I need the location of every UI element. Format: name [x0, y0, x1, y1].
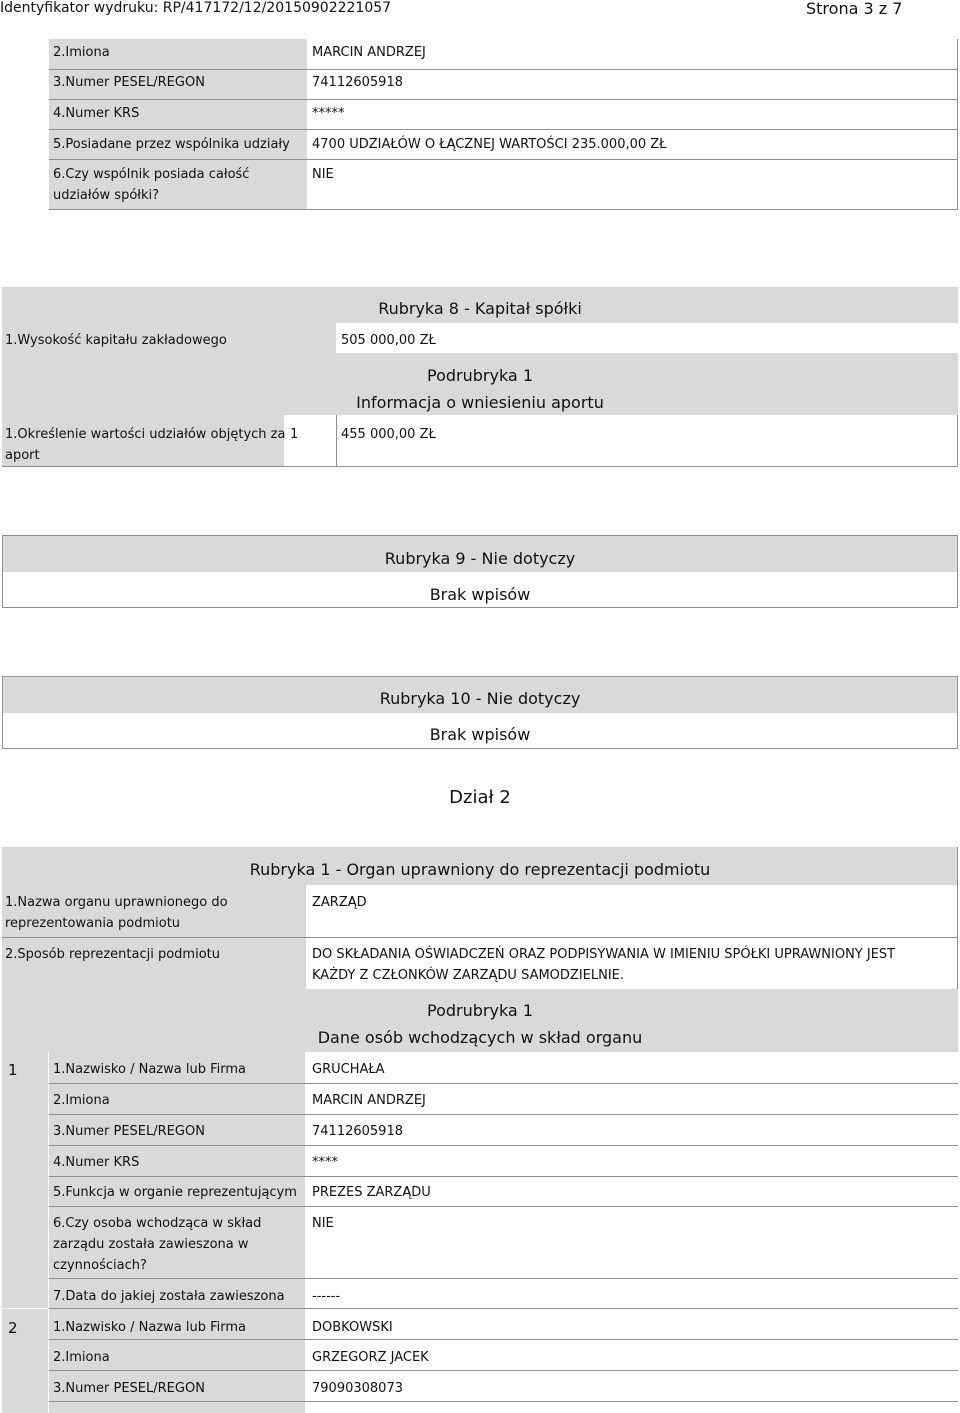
aport-value: 455 000,00 ZŁ [341, 427, 436, 442]
organ-name-label-line1: 1.Nazwa organu uprawnionego do [5, 895, 228, 910]
person-1-suspended-label-line2: zarządu została zawieszona w [53, 1237, 249, 1252]
partner-imiona-value: MARCIN ANDRZEJ [312, 45, 426, 60]
partner-udzialy-label: 5.Posiadane przez wspólnika udziały [53, 137, 290, 152]
person-2-surname-label: 1.Nazwisko / Nazwa lub Firma [53, 1320, 246, 1335]
person-1-pesel-label: 3.Numer PESEL/REGON [53, 1124, 205, 1139]
person-2-surname: DOBKOWSKI [312, 1320, 393, 1335]
aport-label-line1: 1.Określenie wartości udziałów objętych za [5, 427, 286, 442]
person-1-names-label: 2.Imiona [53, 1093, 110, 1108]
person-1-surname-label: 1.Nazwisko / Nazwa lub Firma [53, 1062, 246, 1077]
rubryka-10-empty: Brak wpisów [429, 725, 531, 744]
person-1-index: 1 [8, 1061, 18, 1079]
person-1-pesel: 74112605918 [312, 1124, 403, 1139]
aport-index: 1 [290, 427, 299, 442]
person-1-suspension-date-label: 7.Data do jakiej została zawieszona [53, 1289, 285, 1304]
person-2-pesel: 79090308073 [312, 1381, 403, 1396]
person-1-suspended-label-line1: 6.Czy osoba wchodząca w skład [53, 1216, 262, 1231]
rubryka-9-title: Rubryka 9 - Nie dotyczy [384, 549, 576, 568]
person-2-names-label: 2.Imiona [53, 1350, 110, 1365]
person-2-names: GRZEGORZ JACEK [312, 1350, 429, 1365]
podrubryka-aport-title: Podrubryka 1 [427, 366, 533, 385]
partner-calosc-label-line1: 6.Czy wspólnik posiada całość [53, 167, 250, 182]
person-2-pesel-label: 3.Numer PESEL/REGON [53, 1381, 205, 1396]
person-2-index: 2 [8, 1319, 18, 1337]
representation-method-value-line1: DO SKŁADANIA OŚWIADCZEŃ ORAZ PODPISYWANIA W IMIENIU SPÓŁKI UPRAWNIONY JEST [312, 947, 896, 962]
person-1-suspended: NIE [312, 1216, 334, 1231]
page-number: Strona 3 z 7 [806, 0, 903, 18]
rubryka-8-title: Rubryka 8 - Kapitał spółki [378, 299, 582, 318]
representation-method-label: 2.Sposób reprezentacji podmiotu [5, 947, 220, 962]
rubryka-1-title: Rubryka 1 - Organ uprawniony do reprezentacji podmiotu [249, 860, 711, 879]
person-1-names: MARCIN ANDRZEJ [312, 1093, 426, 1108]
capital-label: 1.Wysokość kapitału zakładowego [5, 333, 227, 348]
person-1-krs: **** [312, 1155, 338, 1170]
representation-method-value-line2: KAŻDY Z CZŁONKÓW ZARZĄDU SAMODZIELNIE. [312, 968, 625, 983]
print-identifier: Identyfikator wydruku: RP/417172/12/20150902221057 [0, 0, 392, 16]
person-1-krs-label: 4.Numer KRS [53, 1155, 140, 1170]
podrubryka-persons-title: Podrubryka 1 [427, 1001, 533, 1020]
rubryka-9-empty: Brak wpisów [429, 585, 531, 604]
person-1-suspension-date: ------ [312, 1289, 341, 1304]
partner-pesel-value: 74112605918 [312, 75, 403, 90]
partner-calosc-label-line2: udziałów spółki? [53, 188, 160, 203]
person-1-function: PREZES ZARZĄDU [312, 1185, 431, 1200]
person-1-surname: GRUCHAŁA [312, 1062, 385, 1077]
partner-imiona-label: 2.Imiona [53, 45, 110, 60]
person-1-function-label: 5.Funkcja w organie reprezentującym [53, 1185, 297, 1200]
rubryka-10-title: Rubryka 10 - Nie dotyczy [379, 689, 581, 708]
person-1-suspended-label-line3: czynnościach? [53, 1258, 147, 1273]
partner-udzialy-value: 4700 UDZIAŁÓW O ŁĄCZNEJ WARTOŚCI 235.000,00 ZŁ [312, 137, 667, 152]
partner-krs-label: 4.Numer KRS [53, 106, 140, 121]
podrubryka-persons-subtitle: Dane osób wchodzących w skład organu [317, 1028, 643, 1047]
dzial-2-title: Dział 2 [449, 787, 511, 808]
partner-pesel-label: 3.Numer PESEL/REGON [53, 75, 205, 90]
partner-calosc-value: NIE [312, 167, 334, 182]
person-index-column [2, 1052, 48, 1413]
podrubryka-aport-subtitle: Informacja o wniesieniu aportu [356, 393, 604, 412]
capital-value: 505 000,00 ZŁ [341, 333, 436, 348]
organ-name-label-line2: reprezentowania podmiotu [5, 916, 181, 931]
partner-krs-value: ***** [312, 106, 345, 121]
aport-label-line2: aport [5, 448, 40, 463]
organ-name-value: ZARZĄD [312, 895, 367, 910]
